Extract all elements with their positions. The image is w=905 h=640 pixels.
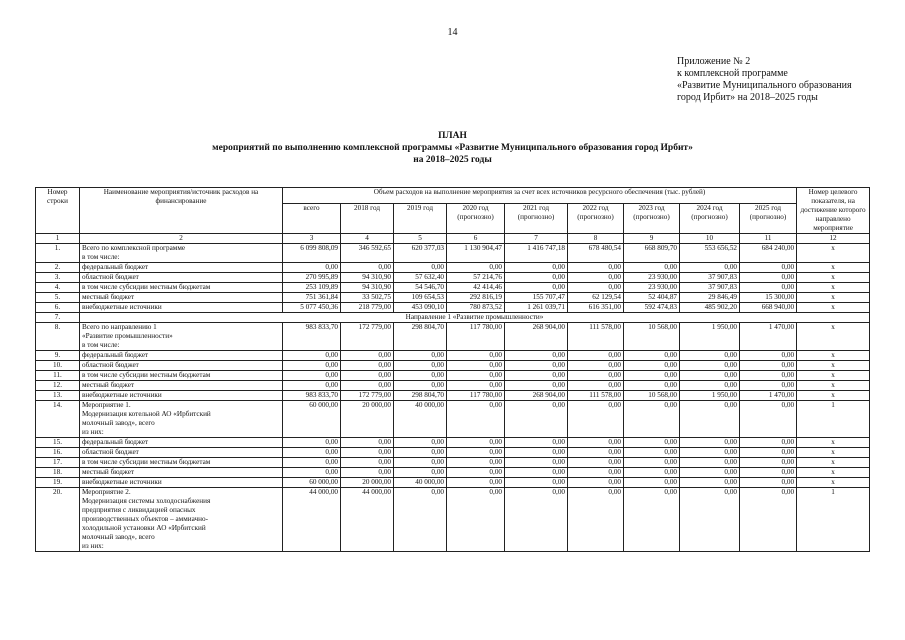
value-cell: 0,00 bbox=[740, 361, 797, 371]
value-cell: 0,00 bbox=[505, 263, 568, 273]
value-cell: 0,00 bbox=[624, 438, 680, 448]
value-cell: 1 130 904,47 bbox=[447, 244, 505, 263]
column-index-cell: 5 bbox=[394, 234, 447, 244]
table-row bbox=[36, 381, 870, 391]
table-row bbox=[36, 351, 870, 361]
value-cell: 0,00 bbox=[447, 401, 505, 438]
row-number: 2. bbox=[36, 263, 80, 273]
header-name: Наименование мероприятия/источник расходов на финансирование bbox=[80, 188, 283, 234]
value-cell: 218 779,00 bbox=[341, 303, 394, 313]
target-cell: x bbox=[797, 371, 870, 381]
row-number: 10. bbox=[36, 361, 80, 371]
value-cell: 0,00 bbox=[568, 448, 624, 458]
value-cell: 155 707,47 bbox=[505, 293, 568, 303]
value-cell: 0,00 bbox=[505, 488, 568, 552]
row-number: 6. bbox=[36, 303, 80, 313]
value-cell: 37 907,83 bbox=[680, 273, 740, 283]
value-cell: 0,00 bbox=[624, 401, 680, 438]
value-cell: 0,00 bbox=[568, 371, 624, 381]
value-cell: 172 779,00 bbox=[341, 323, 394, 351]
value-cell: 0,00 bbox=[283, 438, 341, 448]
row-number: 15. bbox=[36, 438, 80, 448]
column-index-cell: 10 bbox=[680, 234, 740, 244]
row-name: областной бюджет bbox=[80, 448, 283, 458]
table-row bbox=[36, 244, 870, 263]
value-cell: 0,00 bbox=[680, 351, 740, 361]
header-volume: Объем расходов на выполнение мероприятия за счет всех источников ресурсного обеспечения (тыс. рублей) bbox=[283, 188, 797, 204]
target-cell: x bbox=[797, 391, 870, 401]
value-cell: 0,00 bbox=[624, 468, 680, 478]
value-cell: 1 416 747,18 bbox=[505, 244, 568, 263]
value-cell: 0,00 bbox=[505, 371, 568, 381]
value-cell: 0,00 bbox=[740, 371, 797, 381]
column-index-cell: 6 bbox=[447, 234, 505, 244]
target-cell: x bbox=[797, 273, 870, 283]
value-cell: 780 873,52 bbox=[447, 303, 505, 313]
value-cell: 0,00 bbox=[624, 381, 680, 391]
table-row bbox=[36, 401, 870, 438]
row-name: областной бюджет bbox=[80, 273, 283, 283]
value-cell: 0,00 bbox=[505, 381, 568, 391]
value-cell: 0,00 bbox=[624, 458, 680, 468]
value-cell: 23 930,00 bbox=[624, 283, 680, 293]
value-cell: 0,00 bbox=[740, 448, 797, 458]
value-cell: 0,00 bbox=[680, 448, 740, 458]
row-name: местный бюджет bbox=[80, 468, 283, 478]
value-cell: 0,00 bbox=[740, 468, 797, 478]
value-cell: 0,00 bbox=[341, 371, 394, 381]
row-number: 3. bbox=[36, 273, 80, 283]
value-cell: 44 000,00 bbox=[283, 488, 341, 552]
value-cell: 0,00 bbox=[568, 361, 624, 371]
value-cell: 10 568,00 bbox=[624, 323, 680, 351]
column-index-cell: 4 bbox=[341, 234, 394, 244]
table-row bbox=[36, 293, 870, 303]
value-cell: 0,00 bbox=[680, 371, 740, 381]
title-period: на 2018–2025 годы bbox=[413, 155, 492, 165]
value-cell: 0,00 bbox=[624, 488, 680, 552]
value-cell: 0,00 bbox=[568, 401, 624, 438]
target-cell: x bbox=[797, 478, 870, 488]
value-cell: 983 833,70 bbox=[283, 391, 341, 401]
row-number: 18. bbox=[36, 468, 80, 478]
value-cell: 0,00 bbox=[394, 351, 447, 361]
value-cell: 0,00 bbox=[394, 448, 447, 458]
column-index-cell: 3 bbox=[283, 234, 341, 244]
value-cell: 0,00 bbox=[447, 381, 505, 391]
value-cell: 668 809,70 bbox=[624, 244, 680, 263]
value-cell: 0,00 bbox=[394, 381, 447, 391]
value-cell: 20 000,00 bbox=[341, 478, 394, 488]
value-cell: 0,00 bbox=[283, 371, 341, 381]
row-name: Всего по направлению 1 «Развитие промышленности» в том числе: bbox=[80, 323, 283, 351]
table-row bbox=[36, 263, 870, 273]
value-cell: 23 930,00 bbox=[624, 273, 680, 283]
target-cell: x bbox=[797, 468, 870, 478]
value-cell: 0,00 bbox=[447, 371, 505, 381]
column-index-cell: 8 bbox=[568, 234, 624, 244]
value-cell: 0,00 bbox=[680, 263, 740, 273]
row-name: федеральный бюджет bbox=[80, 351, 283, 361]
value-cell: 57 214,76 bbox=[447, 273, 505, 283]
value-cell: 0,00 bbox=[394, 438, 447, 448]
value-cell: 0,00 bbox=[283, 448, 341, 458]
value-cell: 5 077 450,36 bbox=[283, 303, 341, 313]
value-cell: 172 779,00 bbox=[341, 391, 394, 401]
value-cell: 0,00 bbox=[283, 468, 341, 478]
appendix-line: к комплексной программе bbox=[677, 68, 788, 79]
value-cell: 0,00 bbox=[505, 283, 568, 293]
value-cell: 0,00 bbox=[568, 351, 624, 361]
column-index-cell: 11 bbox=[740, 234, 797, 244]
value-cell: 0,00 bbox=[624, 448, 680, 458]
table-row bbox=[36, 448, 870, 458]
row-name: в том числе субсидии местным бюджетам bbox=[80, 371, 283, 381]
header-column: 2024 год (прогнозно) bbox=[680, 203, 740, 233]
column-index-row bbox=[36, 234, 870, 244]
row-number: 11. bbox=[36, 371, 80, 381]
value-cell: 0,00 bbox=[447, 361, 505, 371]
value-cell: 0,00 bbox=[283, 263, 341, 273]
value-cell: 0,00 bbox=[740, 488, 797, 552]
value-cell: 62 129,54 bbox=[568, 293, 624, 303]
header-column: 2021 год (прогнозно) bbox=[505, 203, 568, 233]
target-cell: x bbox=[797, 381, 870, 391]
row-name: областной бюджет bbox=[80, 361, 283, 371]
target-cell: 1 bbox=[797, 401, 870, 438]
value-cell: 29 846,49 bbox=[680, 293, 740, 303]
value-cell: 0,00 bbox=[341, 458, 394, 468]
value-cell: 0,00 bbox=[624, 361, 680, 371]
value-cell: 52 404,87 bbox=[624, 293, 680, 303]
value-cell: 0,00 bbox=[740, 283, 797, 293]
value-cell: 0,00 bbox=[283, 361, 341, 371]
table-row bbox=[36, 391, 870, 401]
value-cell: 1 950,00 bbox=[680, 323, 740, 351]
value-cell: 60 000,00 bbox=[283, 401, 341, 438]
value-cell: 0,00 bbox=[624, 371, 680, 381]
row-number: 14. bbox=[36, 401, 80, 438]
value-cell: 684 240,00 bbox=[740, 244, 797, 263]
column-index-cell: 9 bbox=[624, 234, 680, 244]
value-cell: 0,00 bbox=[740, 438, 797, 448]
value-cell: 0,00 bbox=[341, 361, 394, 371]
value-cell: 678 480,54 bbox=[568, 244, 624, 263]
document-title bbox=[0, 130, 905, 166]
header-row-number: Номер строки bbox=[36, 188, 80, 234]
header-column: 2023 год (прогнозно) bbox=[624, 203, 680, 233]
appendix-line: город Ирбит» на 2018–2025 годы bbox=[677, 92, 818, 103]
target-cell: x bbox=[797, 323, 870, 351]
table-row bbox=[36, 361, 870, 371]
value-cell: 54 546,70 bbox=[394, 283, 447, 293]
row-number: 9. bbox=[36, 351, 80, 361]
value-cell: 0,00 bbox=[394, 468, 447, 478]
value-cell: 668 940,00 bbox=[740, 303, 797, 313]
row-number: 4. bbox=[36, 283, 80, 293]
row-number: 12. bbox=[36, 381, 80, 391]
page-number: 14 bbox=[447, 27, 458, 38]
value-cell: 15 300,00 bbox=[740, 293, 797, 303]
row-name: внебюджетные источники bbox=[80, 478, 283, 488]
column-index-cell: 1 bbox=[36, 234, 80, 244]
value-cell: 298 804,70 bbox=[394, 391, 447, 401]
value-cell: 94 310,90 bbox=[341, 283, 394, 293]
row-name: федеральный бюджет bbox=[80, 438, 283, 448]
value-cell: 1 950,00 bbox=[680, 391, 740, 401]
value-cell: 0,00 bbox=[568, 438, 624, 448]
header-column: 2020 год (прогнозно) bbox=[447, 203, 505, 233]
value-cell: 0,00 bbox=[505, 478, 568, 488]
section-title: Направление 1 «Развитие промышленности» bbox=[80, 313, 870, 323]
value-cell: 0,00 bbox=[394, 263, 447, 273]
value-cell: 346 592,65 bbox=[341, 244, 394, 263]
value-cell: 620 377,03 bbox=[394, 244, 447, 263]
value-cell: 44 000,00 bbox=[341, 488, 394, 552]
row-name: Всего по комплексной программе в том числе: bbox=[80, 244, 283, 263]
target-cell: 1 bbox=[797, 488, 870, 552]
row-name: внебюджетные источники bbox=[80, 303, 283, 313]
value-cell: 0,00 bbox=[568, 478, 624, 488]
value-cell: 57 632,40 bbox=[394, 273, 447, 283]
value-cell: 0,00 bbox=[341, 381, 394, 391]
value-cell: 1 261 039,71 bbox=[505, 303, 568, 313]
row-name: в том числе субсидии местным бюджетам bbox=[80, 283, 283, 293]
value-cell: 40 000,00 bbox=[394, 478, 447, 488]
value-cell: 0,00 bbox=[680, 361, 740, 371]
row-number: 13. bbox=[36, 391, 80, 401]
value-cell: 0,00 bbox=[283, 351, 341, 361]
title-plan: ПЛАН bbox=[438, 131, 467, 141]
value-cell: 0,00 bbox=[505, 351, 568, 361]
value-cell: 0,00 bbox=[680, 401, 740, 438]
target-cell: x bbox=[797, 361, 870, 371]
value-cell: 292 816,19 bbox=[447, 293, 505, 303]
appendix-block bbox=[677, 56, 852, 104]
table-row bbox=[36, 273, 870, 283]
value-cell: 0,00 bbox=[447, 448, 505, 458]
value-cell: 0,00 bbox=[680, 488, 740, 552]
header-column: всего bbox=[283, 203, 341, 233]
value-cell: 111 578,00 bbox=[568, 323, 624, 351]
value-cell: 0,00 bbox=[447, 488, 505, 552]
value-cell: 10 568,00 bbox=[624, 391, 680, 401]
value-cell: 0,00 bbox=[341, 351, 394, 361]
value-cell: 253 109,89 bbox=[283, 283, 341, 293]
value-cell: 0,00 bbox=[505, 273, 568, 283]
table-row bbox=[36, 458, 870, 468]
value-cell: 0,00 bbox=[505, 468, 568, 478]
plan-table bbox=[35, 187, 870, 552]
value-cell: 0,00 bbox=[740, 273, 797, 283]
value-cell: 0,00 bbox=[447, 263, 505, 273]
target-cell: x bbox=[797, 263, 870, 273]
target-cell: x bbox=[797, 351, 870, 361]
value-cell: 0,00 bbox=[740, 401, 797, 438]
header-target: Номер целевого показателя, на достижение которого направлено мероприятие bbox=[797, 188, 870, 234]
value-cell: 0,00 bbox=[568, 273, 624, 283]
target-cell: x bbox=[797, 293, 870, 303]
value-cell: 117 780,00 bbox=[447, 391, 505, 401]
table-body bbox=[36, 234, 870, 552]
value-cell: 20 000,00 bbox=[341, 401, 394, 438]
row-number: 7. bbox=[36, 313, 80, 323]
appendix-line: «Развитие Муниципального образования bbox=[677, 80, 852, 91]
value-cell: 553 656,52 bbox=[680, 244, 740, 263]
row-name: федеральный бюджет bbox=[80, 263, 283, 273]
value-cell: 0,00 bbox=[394, 361, 447, 371]
table-header-row bbox=[36, 188, 870, 204]
column-index-cell: 12 bbox=[797, 234, 870, 244]
value-cell: 0,00 bbox=[740, 381, 797, 391]
value-cell: 0,00 bbox=[341, 438, 394, 448]
value-cell: 0,00 bbox=[568, 488, 624, 552]
value-cell: 0,00 bbox=[505, 448, 568, 458]
value-cell: 0,00 bbox=[680, 438, 740, 448]
value-cell: 270 995,89 bbox=[283, 273, 341, 283]
column-index-cell: 7 bbox=[505, 234, 568, 244]
value-cell: 0,00 bbox=[680, 381, 740, 391]
value-cell: 0,00 bbox=[283, 458, 341, 468]
value-cell: 0,00 bbox=[624, 351, 680, 361]
value-cell: 268 904,00 bbox=[505, 391, 568, 401]
value-cell: 0,00 bbox=[394, 371, 447, 381]
value-cell: 0,00 bbox=[505, 361, 568, 371]
row-name: Мероприятие 2. Модернизация системы холодоснабжения предприятия с ликвидацией опасных производственных объектов – аммиачно- холодильной установки АО «Ирбитский молочный завод», всего из них: bbox=[80, 488, 283, 552]
value-cell: 0,00 bbox=[740, 458, 797, 468]
value-cell: 0,00 bbox=[447, 351, 505, 361]
value-cell: 33 502,75 bbox=[341, 293, 394, 303]
header-column: 2025 год (прогнозно) bbox=[740, 203, 797, 233]
title-subject: мероприятий по выполнению комплексной программы «Развитие Муниципального образования город Ирбит» bbox=[212, 143, 693, 153]
value-cell: 1 470,00 bbox=[740, 323, 797, 351]
row-number: 16. bbox=[36, 448, 80, 458]
header-column: 2022 год (прогнозно) bbox=[568, 203, 624, 233]
row-name: в том числе субсидии местным бюджетам bbox=[80, 458, 283, 468]
value-cell: 0,00 bbox=[505, 458, 568, 468]
value-cell: 0,00 bbox=[740, 351, 797, 361]
value-cell: 0,00 bbox=[624, 263, 680, 273]
value-cell: 117 780,00 bbox=[447, 323, 505, 351]
value-cell: 0,00 bbox=[447, 438, 505, 448]
value-cell: 37 907,83 bbox=[680, 283, 740, 293]
row-number: 20. bbox=[36, 488, 80, 552]
value-cell: 60 000,00 bbox=[283, 478, 341, 488]
value-cell: 0,00 bbox=[680, 458, 740, 468]
value-cell: 616 351,00 bbox=[568, 303, 624, 313]
target-cell: x bbox=[797, 458, 870, 468]
row-name: местный бюджет bbox=[80, 293, 283, 303]
row-number: 8. bbox=[36, 323, 80, 351]
value-cell: 0,00 bbox=[568, 458, 624, 468]
table-row bbox=[36, 468, 870, 478]
table-row bbox=[36, 323, 870, 351]
row-number: 5. bbox=[36, 293, 80, 303]
value-cell: 6 099 808,09 bbox=[283, 244, 341, 263]
column-index-cell: 2 bbox=[80, 234, 283, 244]
value-cell: 0,00 bbox=[447, 478, 505, 488]
value-cell: 0,00 bbox=[283, 381, 341, 391]
value-cell: 0,00 bbox=[447, 458, 505, 468]
value-cell: 109 654,53 bbox=[394, 293, 447, 303]
table-row bbox=[36, 283, 870, 293]
target-cell: x bbox=[797, 283, 870, 293]
value-cell: 0,00 bbox=[341, 263, 394, 273]
value-cell: 268 904,00 bbox=[505, 323, 568, 351]
row-number: 17. bbox=[36, 458, 80, 468]
row-name: Мероприятие 1. Модернизация котельной АО «Ирбитский молочный завод», всего из них: bbox=[80, 401, 283, 438]
row-number: 19. bbox=[36, 478, 80, 488]
target-cell: x bbox=[797, 303, 870, 313]
value-cell: 0,00 bbox=[341, 468, 394, 478]
value-cell: 485 902,20 bbox=[680, 303, 740, 313]
table-row bbox=[36, 488, 870, 552]
value-cell: 592 474,83 bbox=[624, 303, 680, 313]
value-cell: 0,00 bbox=[568, 468, 624, 478]
header-column: 2019 год bbox=[394, 203, 447, 233]
value-cell: 1 470,00 bbox=[740, 391, 797, 401]
value-cell: 42 414,46 bbox=[447, 283, 505, 293]
value-cell: 40 000,00 bbox=[394, 401, 447, 438]
value-cell: 0,00 bbox=[394, 488, 447, 552]
value-cell: 0,00 bbox=[568, 263, 624, 273]
table-row bbox=[36, 478, 870, 488]
value-cell: 0,00 bbox=[568, 381, 624, 391]
value-cell: 0,00 bbox=[394, 458, 447, 468]
table-row bbox=[36, 303, 870, 313]
target-cell: x bbox=[797, 438, 870, 448]
value-cell: 94 310,90 bbox=[341, 273, 394, 283]
value-cell: 0,00 bbox=[680, 478, 740, 488]
value-cell: 0,00 bbox=[341, 448, 394, 458]
value-cell: 298 804,70 bbox=[394, 323, 447, 351]
value-cell: 0,00 bbox=[505, 438, 568, 448]
row-number: 1. bbox=[36, 244, 80, 263]
table-row bbox=[36, 438, 870, 448]
header-column: 2018 год bbox=[341, 203, 394, 233]
table-row bbox=[36, 371, 870, 381]
row-name: местный бюджет bbox=[80, 381, 283, 391]
section-row bbox=[36, 313, 870, 323]
value-cell: 751 361,84 bbox=[283, 293, 341, 303]
value-cell: 0,00 bbox=[740, 478, 797, 488]
value-cell: 0,00 bbox=[447, 468, 505, 478]
value-cell: 0,00 bbox=[568, 283, 624, 293]
value-cell: 983 833,70 bbox=[283, 323, 341, 351]
value-cell: 0,00 bbox=[680, 468, 740, 478]
row-name: внебюджетные источники bbox=[80, 391, 283, 401]
value-cell: 453 090,10 bbox=[394, 303, 447, 313]
value-cell: 0,00 bbox=[740, 263, 797, 273]
appendix-line: Приложение № 2 bbox=[677, 56, 751, 67]
value-cell: 0,00 bbox=[624, 478, 680, 488]
value-cell: 111 578,00 bbox=[568, 391, 624, 401]
target-cell: x bbox=[797, 448, 870, 458]
target-cell: x bbox=[797, 244, 870, 263]
value-cell: 0,00 bbox=[505, 401, 568, 438]
